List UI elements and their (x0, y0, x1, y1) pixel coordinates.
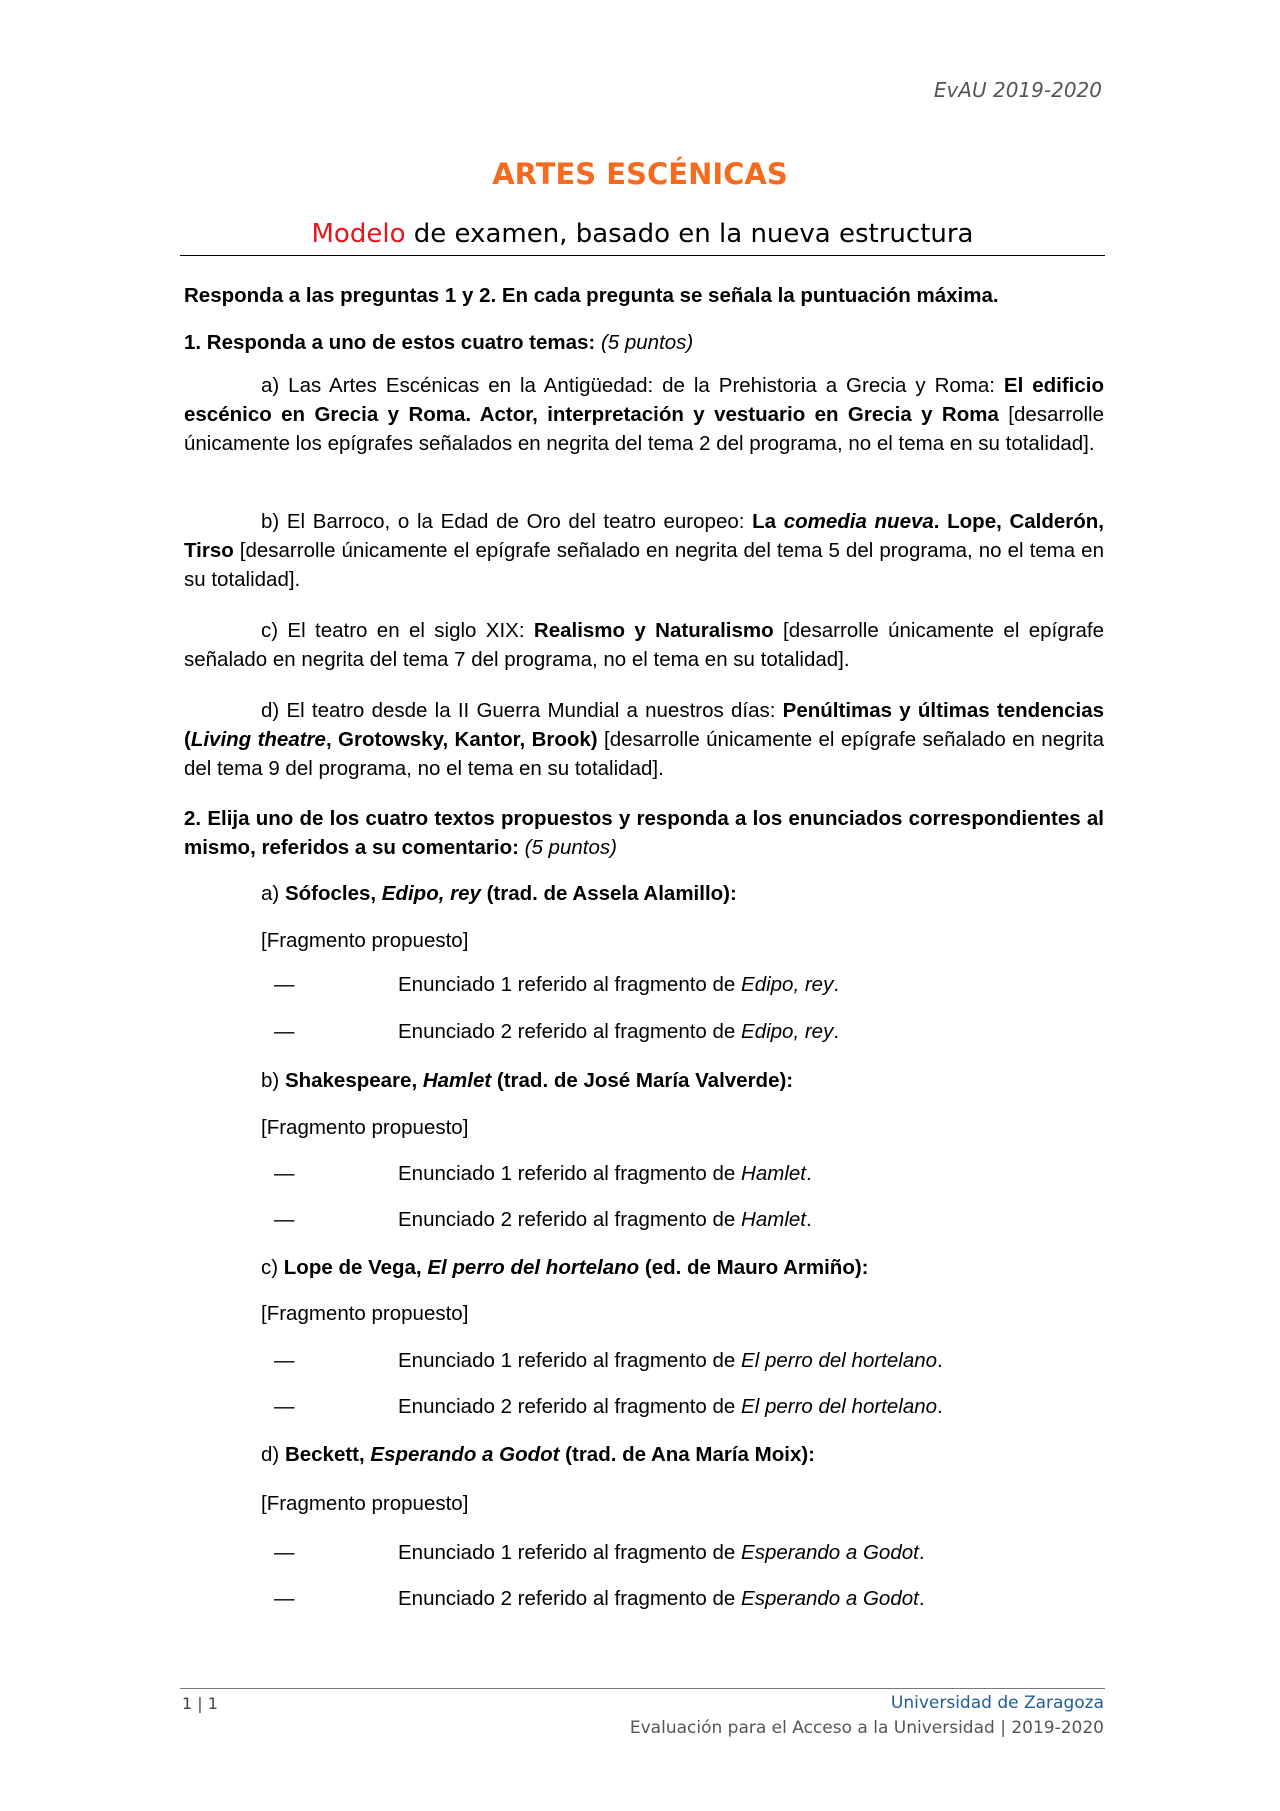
q1-points: (5 puntos) (600, 331, 694, 354)
page-title: ARTES ESCÉNICAS (492, 157, 788, 191)
q1-option-a: a) Las Artes Escénicas en la Antigüedad: de la Prehistoria a Grecia y Roma: El edificio escénico en Grecia y Roma. Actor, interpretación y vestuario en Grecia y Roma [desarrolle únicamente los epígrafes señalados en negrita del tema 2 del programa, no el tema en su totalidad]. (184, 374, 1104, 455)
q1-option-c: c) El teatro en el siglo XIX: Realismo y Naturalismo [desarrolle únicamente el epígrafe señalado en negrita del tema 7 del programa, no el tema en su totalidad]. (184, 619, 1104, 671)
header-year-label: EvAU 2019-2020 (933, 78, 1102, 102)
header-divider (180, 255, 1105, 256)
footer-divider (180, 1688, 1105, 1689)
q2-text-d-enunciado-1: — Enunciado 1 referido al fragmento de Esperando a Godot. (274, 1541, 925, 1564)
q2-text-b-enunciado-1: — Enunciado 1 referido al fragmento de Hamlet. (274, 1162, 812, 1185)
q2-text-a-enunciado-1: — Enunciado 1 referido al fragmento de Edipo, rey. (274, 973, 840, 996)
instructions: Responda a las preguntas 1 y 2. En cada pregunta se señala la puntuación máxima. (184, 284, 999, 307)
subtitle-highlight: Modelo (311, 219, 406, 249)
q2-points: (5 puntos) (524, 836, 617, 859)
q2-text-b-enunciado-2: — Enunciado 2 referido al fragmento de Hamlet. (274, 1208, 812, 1231)
q2-text-d-title: d) Beckett, Esperando a Godot (trad. de Ana María Moix): (261, 1443, 816, 1466)
q2-heading: 2. Elija uno de los cuatro textos propuestos y responda a los enunciados correspondientes al mismo, referidos a su comentario: (5 puntos) (184, 807, 1104, 859)
q2-text-b-fragment: [Fragmento propuesto] (261, 1116, 469, 1139)
q2-text-c-enunciado-1: — Enunciado 1 referido al fragmento de El perro del hortelano. (274, 1349, 943, 1372)
footer-evaluation: Evaluación para el Acceso a la Universidad | 2019-2020 (629, 1718, 1104, 1738)
q2-text-c-title: c) Lope de Vega, El perro del hortelano (ed. de Mauro Armiño): (261, 1256, 869, 1279)
q2-text-a-title: a) Sófocles, Edipo, rey (trad. de Assela Alamillo): (261, 882, 737, 905)
q2-text-b-title: b) Shakespeare, Hamlet (trad. de José María Valverde): (261, 1069, 794, 1092)
page-subtitle (180, 219, 1105, 249)
page-number: 1 | 1 (182, 1694, 218, 1713)
q2-text-c-enunciado-2: — Enunciado 2 referido al fragmento de El perro del hortelano. (274, 1395, 943, 1418)
footer-university: Universidad de Zaragoza (890, 1693, 1104, 1713)
subtitle-rest: de examen, basado en la nueva estructura (405, 219, 974, 249)
q2-text-d-enunciado-2: — Enunciado 2 referido al fragmento de Esperando a Godot. (274, 1587, 925, 1610)
q1-option-d: d) El teatro desde la II Guerra Mundial a nuestros días: Penúltimas y últimas tendencias (Living theatre, Grotowsky, Kantor, Brook) [desarrolle únicamente el epígrafe señalado en negrita del tema 9 del programa, no el tema en su totalidad]. (184, 699, 1104, 780)
q1-option-b: b) El Barroco, o la Edad de Oro del teatro europeo: La comedia nueva. Lope, Calderón, Tirso [desarrolle únicamente el epígrafe señalado en negrita del tema 5 del programa, no el tema en su totalidad]. (184, 510, 1105, 591)
q2-text-c-fragment: [Fragmento propuesto] (261, 1302, 469, 1325)
q2-text-a-enunciado-2: — Enunciado 2 referido al fragmento de Edipo, rey. (274, 1020, 840, 1043)
q2-text-a-fragment: [Fragmento propuesto] (261, 929, 469, 952)
q2-text-d-fragment: [Fragmento propuesto] (261, 1492, 469, 1515)
q1-heading: 1. Responda a uno de estos cuatro temas: (5 puntos) (184, 331, 694, 354)
